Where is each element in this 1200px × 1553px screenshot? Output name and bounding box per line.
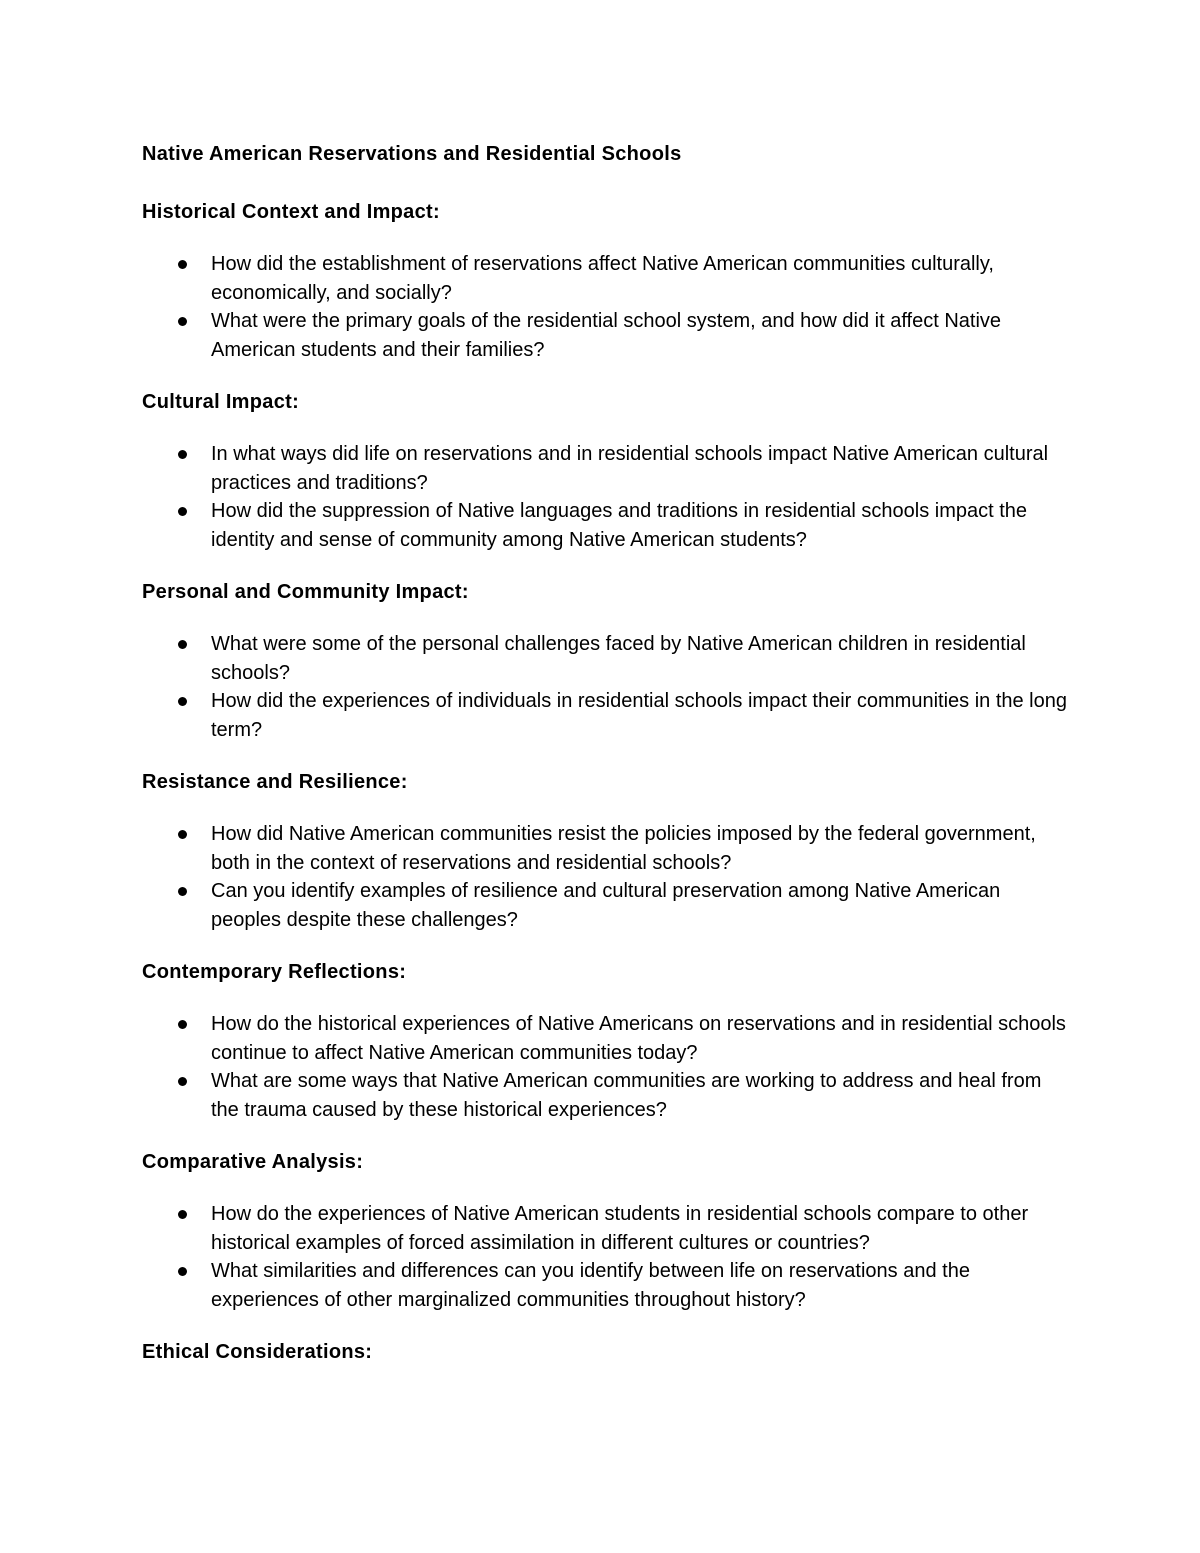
bullet-icon [178,1267,187,1276]
document-title: Native American Reservations and Residential Schools [142,143,682,165]
section-heading: Historical Context and Impact: [142,201,440,223]
section-heading: Cultural Impact: [142,391,300,413]
question-text: How did the suppression of Native languages and traditions in residential schools impact the identity and sense of community among Native American students? [211,500,1028,551]
list-item [142,630,1072,687]
question-text: How do the historical experiences of Native Americans on reservations and in residential schools continue to affect Native American communities today? [211,1013,1066,1064]
question-text: How did Native American communities resist the policies imposed by the federal government, both in the context of reservations and residential schools? [211,823,1036,874]
question-list [142,630,1072,744]
list-item [142,1010,1072,1067]
question-list [142,440,1072,554]
section-heading: Ethical Considerations: [142,1341,373,1363]
list-item [142,687,1072,744]
section-heading: Contemporary Reflections: [142,961,407,983]
bullet-icon [178,507,187,516]
question-text: How did the establishment of reservations affect Native American communities culturally, economically, and socially? [211,253,994,304]
document-page [142,140,1072,1390]
section-heading: Personal and Community Impact: [142,581,469,603]
section-historical-context [142,198,1072,364]
list-item [142,1200,1072,1257]
section-cultural-impact [142,388,1072,554]
question-text: What were the primary goals of the residential school system, and how did it affect Native American students and their families? [211,310,1002,361]
question-text: Can you identify examples of resilience and cultural preservation among Native American peoples despite these challenges? [211,880,1001,931]
bullet-icon [178,317,187,326]
list-item [142,820,1072,877]
section-ethical-considerations [142,1338,1072,1366]
list-item [142,1067,1072,1124]
question-list [142,250,1072,364]
section-contemporary-reflections [142,958,1072,1124]
bullet-icon [178,1077,187,1086]
bullet-icon [178,1210,187,1219]
section-resistance-resilience [142,768,1072,934]
question-text: How do the experiences of Native American students in residential schools compare to other historical examples of forced assimilation in different cultures or countries? [211,1203,1029,1254]
question-list [142,820,1072,934]
list-item [142,440,1072,497]
list-item [142,1257,1072,1314]
section-heading: Comparative Analysis: [142,1151,364,1173]
question-list [142,1010,1072,1124]
bullet-icon [178,1020,187,1029]
section-comparative-analysis [142,1148,1072,1314]
bullet-icon [178,450,187,459]
question-list [142,1200,1072,1314]
question-text: What were some of the personal challenges faced by Native American children in residential schools? [211,633,1026,684]
list-item [142,307,1072,364]
list-item [142,497,1072,554]
list-item [142,877,1072,934]
bullet-icon [178,887,187,896]
section-heading: Resistance and Resilience: [142,771,408,793]
question-text: What similarities and differences can you identify between life on reservations and the experiences of other marginalized communities throughout history? [211,1260,970,1311]
question-text: In what ways did life on reservations and in residential schools impact Native American cultural practices and traditions? [211,443,1049,494]
bullet-icon [178,640,187,649]
bullet-icon [178,697,187,706]
bullet-icon [178,260,187,269]
list-item [142,250,1072,307]
section-personal-community-impact [142,578,1072,744]
question-text: What are some ways that Native American communities are working to address and heal from the trauma caused by these historical experiences? [211,1070,1042,1121]
question-text: How did the experiences of individuals in residential schools impact their communities in the long term? [211,690,1067,741]
bullet-icon [178,830,187,839]
